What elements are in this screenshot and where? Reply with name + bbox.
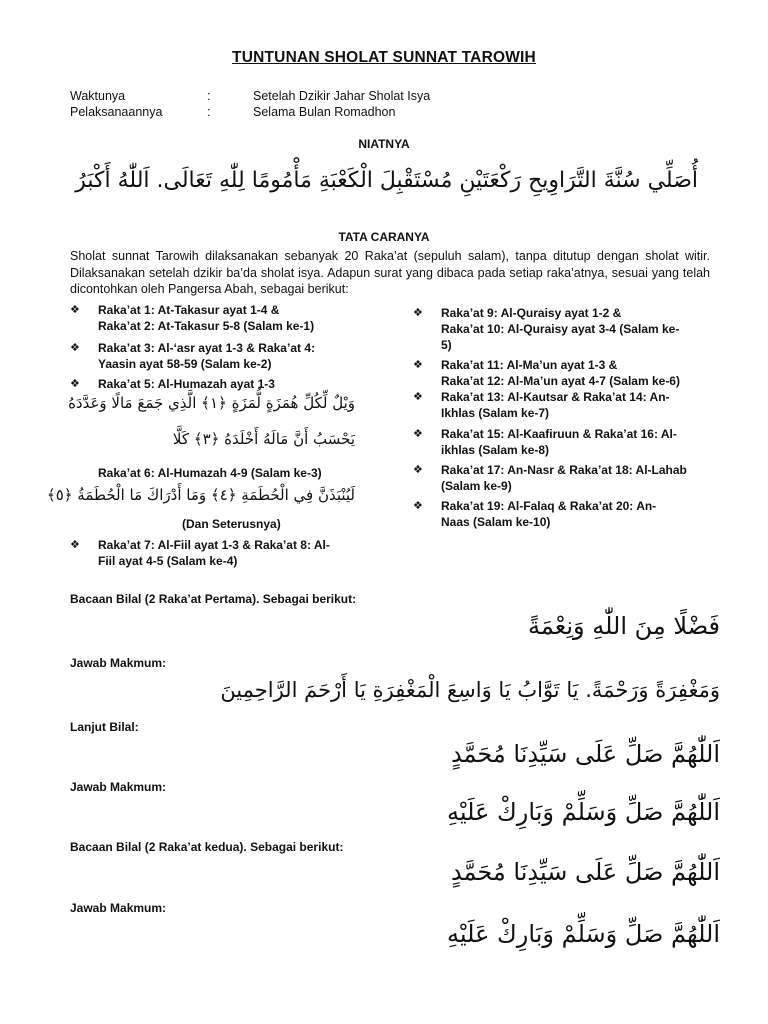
dan-seterusnya: (Dan Seterusnya) xyxy=(182,517,281,531)
meta-colon: : xyxy=(207,105,211,119)
bullet-icon: ❖ xyxy=(413,428,423,440)
bilal-arabic-2: اَللّٰهُمَّ صَلِّ عَلَى سَيِّدِنَا مُحَمَّدٍ xyxy=(450,740,720,768)
meta-value: Setelah Dzikir Jahar Sholat Isya xyxy=(253,89,431,103)
bullet-icon: ❖ xyxy=(413,359,423,371)
niat-heading: NIATNYA xyxy=(358,137,410,151)
right-raka-list: ❖ Raka’at 9: Al-Quraisy ayat 1-2 & Raka’at 10: Al-Quraisy ayat 3-4 (Salam ke- 5) ❖ Raka’at 11: Al-Ma’un ayat 1-3 & Raka’at 12: Al-Ma’un ayat 4-7 (Salam ke-6) ❖ Raka’at 13: Al-Kautsar & Raka’at 14: An- Ikhlas (Salam ke-7) ❖ Raka’at 15: Al-Kaafiruun & Raka’at 16: Al- ikhlas (Salam ke-8) ❖ Raka’at 17: An-Nasr & Raka’at 18: Al-Lahab (Salam ke-9) ❖ Raka’at 19: Al-Falaq & Raka’at 20: An- Naas (Salam ke-10) xyxy=(413,306,687,529)
raka6-label: Raka’at 6: Al-Humazah 4-9 (Salam ke-3) xyxy=(98,466,322,480)
bullet-icon: ❖ xyxy=(70,539,80,551)
left-raka-list: ❖ Raka’at 1: At-Takasur ayat 1-4 & Raka’at 2: At-Takasur 5-8 (Salam ke-1) ❖ Raka’at 3: Al-‘asr ayat 1-3 & Raka’at 4: Yaasin ayat 58-59 (Salam ke-2) ❖ Raka’at 5: Al-Humazah ayat 1-3 xyxy=(70,303,315,391)
lanjut-bilal-label: Lanjut Bilal: xyxy=(70,720,139,734)
bilal-arabic-3: اَللّٰهُمَّ صَلِّ عَلَى سَيِّدِنَا مُحَمَّدٍ xyxy=(450,858,720,886)
meta-value: Selama Bulan Romadhon xyxy=(253,105,396,119)
bullet-icon: ❖ xyxy=(70,378,80,390)
humazah-arabic-line1: وَيْلٌ لِّكُلِّ هُمَزَةٍ لُّمَزَةٍ ﴿١﴾ الَّذِي جَمَعَ مَالًا وَعَدَّدَهُ xyxy=(68,394,355,412)
bilal-label-2: Bacaan Bilal (2 Raka’at kedua). Sebagai berikut: xyxy=(70,840,344,854)
niat-arabic: أُصَلِّي سُنَّةَ التَّرَاوِيحِ رَكْعَتَيْنِ مُسْتَقْبِلَ الْكَعْبَةِ مَأْمُومًا لِلّٰهِ تَعَالَى. اَللّٰهُ أَكْبَرُ xyxy=(75,168,698,193)
bullet-icon: ❖ xyxy=(70,304,80,316)
left-raka-list-tail: ❖ Raka’at 7: Al-Fiil ayat 1-3 & Raka’at 8: Al- Fiil ayat 4-5 (Salam ke-4) xyxy=(70,538,330,568)
meta-key: Waktunya xyxy=(70,89,126,103)
bullet-icon: ❖ xyxy=(413,391,423,403)
humazah-arabic-line2: يَحْسَبُ أَنَّ مَالَهُ أَخْلَدَهُ ﴿٣﴾ كَلَّا xyxy=(172,430,355,448)
bullet-icon: ❖ xyxy=(413,464,423,476)
bullet-icon: ❖ xyxy=(413,307,423,319)
tata-heading: TATA CARANYA xyxy=(338,230,430,244)
document-title: TUNTUNAN SHOLAT SUNNAT TAROWIH xyxy=(232,49,536,66)
makmum-arabic-1: وَمَغْفِرَةً وَرَحْمَةً. يَا تَوَّابُ يَا وَاسِعَ الْمَغْفِرَةِ يَا أَرْحَمَ الرَّاحِمِينَ xyxy=(220,678,720,702)
meta-colon: : xyxy=(207,89,211,103)
makmum-label-3: Jawab Makmum: xyxy=(70,901,167,915)
makmum-arabic-3: اَللّٰهُمَّ صَلِّ وَسَلِّمْ وَبَارِكْ عَلَيْهِ xyxy=(447,920,720,948)
makmum-label-2: Jawab Makmum: xyxy=(70,780,167,794)
meta-key: Pelaksanaannya xyxy=(70,105,163,119)
humazah-arabic-line3: لَيُنْبَذَنَّ فِي الْحُطَمَةِ ﴿٤﴾ وَمَا أَدْرَاكَ مَا الْحُطَمَةُ ﴿٥﴾ xyxy=(46,486,355,504)
bullet-icon: ❖ xyxy=(413,500,423,512)
bilal-label-1: Bacaan Bilal (2 Raka’at Pertama). Sebagai berikut: xyxy=(70,592,357,606)
bullet-icon: ❖ xyxy=(70,342,80,354)
makmum-label-1: Jawab Makmum: xyxy=(70,656,167,670)
tata-paragraph: Sholat sunnat Tarowih dilaksanakan sebanyak 20 Raka’at (sepuluh salam), tanpa ditutup dengan sholat witir. Dilaksanakan setelah dzikir ba’da sholat isya. Adapun surat yang dibaca pada setiap raka’atnya, sesuai yang telah dicontohkan oleh Pangersa Abah, sebagai berikut: xyxy=(70,249,710,296)
bilal-arabic-1: فَضْلًا مِنَ اللّٰهِ وَنِعْمَةً xyxy=(528,612,720,640)
makmum-arabic-2: اَللّٰهُمَّ صَلِّ وَسَلِّمْ وَبَارِكْ عَلَيْهِ xyxy=(447,798,720,826)
